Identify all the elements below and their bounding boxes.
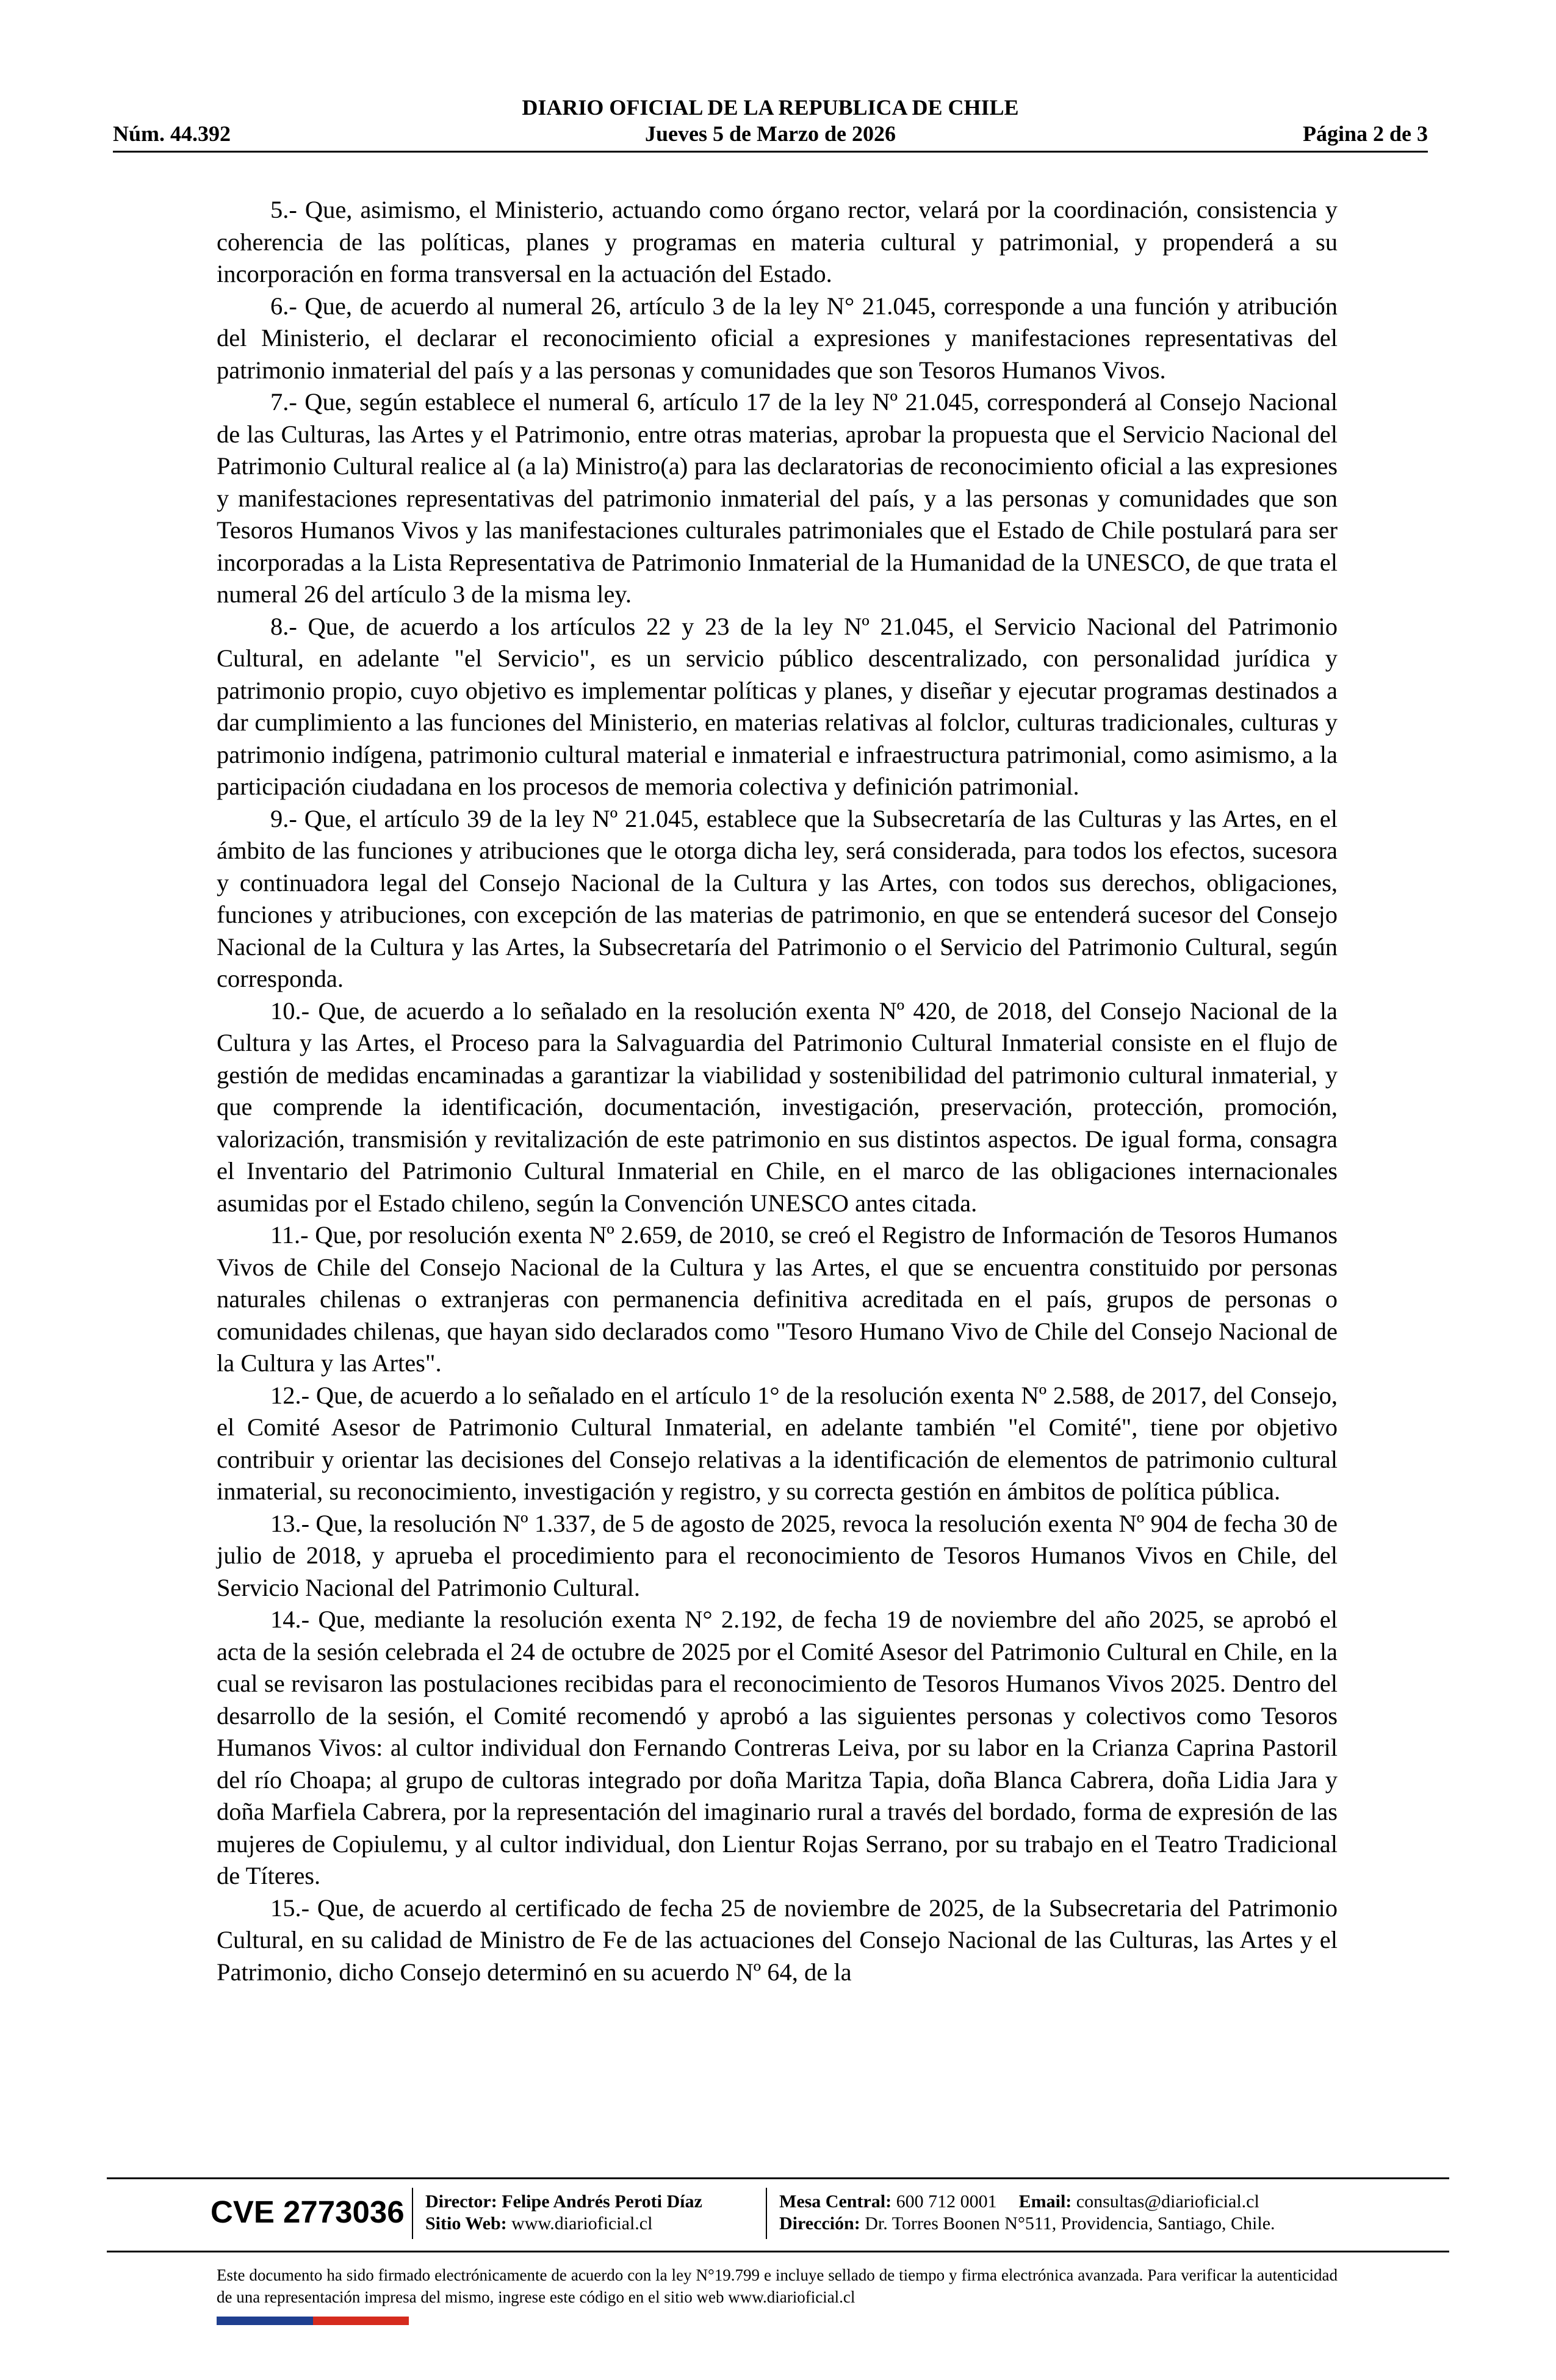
contact-info [779,2191,1275,2235]
document-body [217,194,1338,1988]
paragraph-14: 14.- Que, mediante la resolución exenta N° 2.192, de fecha 19 de noviembre del año 2025, se aprobó el acta de la sesión celebrada el 24 de octubre de 2025 por el Comité Asesor del Patrimonio Cultural en Chile, en la cual se revisaron las postulaciones recibidas para el reconocimiento de Tesoros Humanos Vivos 2025. Dentro del desarrollo de la sesión, el Comité recomendó y aprobó a las siguientes personas y colectivos como Tesoros Humanos Vivos: al cultor individual don Fernando Contreras Leiva, por su labor en la Crianza Caprina Pastoril del río Choapa; al grupo de cultoras integrado por doña Maritza Tapia, doña Blanca Cabrera, doña Lidia Jara y doña Marfiela Cabrera, por la representación del imaginario rural a través del bordado, forma de expresión de las mujeres de Copiulemu, y al cultor individual, don Lientur Rojas Serrano, por su trabajo en el Teatro Tradicional de Títeres. [217,1606,1338,1889]
address-value: Dr. Torres Boonen N°511, Providencia, Santiago, Chile. [865,2213,1275,2234]
paragraph-12: 12.- Que, de acuerdo a lo señalado en el artículo 1° de la resolución exenta Nº 2.588, de 2017, del Consejo, el Comité Asesor de Patrimonio Cultural Inmaterial, en adelante también "el Comité", tiene por objetivo contribuir y orientar las decisiones del Consejo relativas a la identificación de elementos de patrimonio cultural inmaterial, su reconocimiento, investigación y registro, y su correcta gestión en ámbitos de política pública. [217,1381,1338,1505]
paragraph-9: 9.- Que, el artículo 39 de la ley Nº 21.045, establece que la Subsecretaría de las Culturas y las Artes, en el ámbito de las funciones y atribuciones que le otorga dicha ley, será considerada, para todos los efectos, sucesora y continuadora legal del Consejo Nacional de la Cultura y las Artes, con todos sus derechos, obligaciones, funciones y atribuciones, con excepción de las materias de patrimonio, en que se entenderá sucesor del Consejo Nacional de la Cultura y las Artes, la Subsecretaría del Patrimonio o el Servicio del Patrimonio Cultural, según corresponda. [217,804,1338,992]
footer-bottom-divider [107,2251,1449,2252]
page-header [113,95,1428,153]
address-label: Dirección: [779,2213,860,2234]
page-indicator: Página 2 de 3 [1302,121,1428,146]
cve-code: CVE 2773036 [211,2194,405,2229]
paragraph-7: 7.- Que, según establece el numeral 6, artículo 17 de la ley Nº 21.045, corresponderá al Consejo Nacional de las Culturas, las Artes y el Patrimonio, entre otras materias, aprobar la propuesta que el Servicio Nacional del Patrimonio Cultural realice al (a la) Ministro(a) para las declaratorias de reconocimiento oficial a las expresiones y manifestaciones representativas del patrimonio inmaterial del país, y a las personas y comunidades que son Tesoros Humanos Vivos y las manifestaciones culturales patrimoniales que el Estado de Chile postulará para ser incorporadas a la Lista Representativa de Patrimonio Inmaterial de la Humanidad de la UNESCO, de que trata el numeral 26 del artículo 3 de la misma ley. [217,388,1338,608]
director-info [425,2191,702,2235]
paragraph-6: 6.- Que, de acuerdo al numeral 26, artículo 3 de la ley N° 21.045, corresponde a una función y atribución del Ministerio, el declarar el reconocimiento oficial a expresiones y manifestaciones representativas del patrimonio inmaterial del país y a las personas y comunidades que son Tesoros Humanos Vivos. [217,292,1338,384]
footer-separator [766,2188,767,2239]
flag-red-segment [313,2317,409,2325]
paragraph-11: 11.- Que, por resolución exenta Nº 2.659, de 2010, se creó el Registro de Información de Tesoros Humanos Vivos de Chile del Consejo Nacional de la Cultura y las Artes, el que se encuentra constituido por personas naturales chilenas o extranjeras con permanencia definitiva acreditada en el país, grupos de personas o comunidades chilenas, que hayan sido declarados como "Tesoro Humano Vivo de Chile del Consejo Nacional de la Cultura y las Artes". [217,1221,1338,1377]
website-link[interactable]: www.diarioficial.cl [511,2213,653,2234]
phone-value: 600 712 0001 [896,2191,997,2212]
paragraph-5: 5.- Que, asimismo, el Ministerio, actuando como órgano rector, velará por la coordinación, consistencia y coherencia de las políticas, planes y programas en materia cultural y patrimonial, y propenderá a su incorporación en forma transversal en la actuación del Estado. [217,196,1338,287]
footer-top-divider [107,2177,1449,2179]
flag-stripe [217,2317,409,2325]
electronic-signature-note: Este documento ha sido firmado electrónicamente de acuerdo con la ley N°19.799 e incluye sellado de tiempo y firma electrónica avanzada. Para verificar la autenticidad de una representación impresa del mismo, ingrese este código en el sitio web www.diarioficial.cl [217,2266,1338,2306]
footer-separator [412,2188,413,2239]
website-label: Sitio Web: [425,2213,507,2234]
issue-date: Jueves 5 de Marzo de 2026 [645,121,896,146]
director-name: Felipe Andrés Peroti Díaz [502,2191,702,2212]
email-link[interactable]: consultas@diarioficial.cl [1076,2191,1259,2212]
paragraph-8: 8.- Que, de acuerdo a los artículos 22 y 23 de la ley Nº 21.045, el Servicio Nacional del Patrimonio Cultural, en adelante "el Servicio", es un servicio público descentralizado, con personalidad jurídica y patrimonio propio, cuyo objetivo es implementar políticas y planes, y diseñar y ejecutar programas destinados a dar cumplimiento a las funciones del Ministerio, en materias relativas al folclor, culturas tradicionales, culturas y patrimonio indígena, patrimonio cultural material e inmaterial e infraestructura patrimonial, como asimismo, a la participación ciudadana en los procesos de memoria colectiva y definición patrimonial. [217,612,1338,800]
email-label: Email: [1018,2191,1072,2212]
phone-label: Mesa Central: [779,2191,892,2212]
director-label: Director: [425,2191,497,2212]
issue-number: Núm. 44.392 [113,121,231,146]
newspaper-title: DIARIO OFICIAL DE LA REPUBLICA DE CHILE [522,95,1019,120]
flag-blue-segment [217,2317,313,2325]
paragraph-13: 13.- Que, la resolución Nº 1.337, de 5 de agosto de 2025, revoca la resolución exenta Nº 904 de fecha 30 de julio de 2018, y aprueba el procedimiento para el reconocimiento de Tesoros Humanos Vivos en Chile, del Servicio Nacional del Patrimonio Cultural. [217,1509,1338,1601]
paragraph-15: 15.- Que, de acuerdo al certificado de fecha 25 de noviembre de 2025, de la Subsecretaria del Patrimonio Cultural, en su calidad de Ministro de Fe de las actuaciones del Consejo Nacional de las Culturas, las Artes y el Patrimonio, dicho Consejo determinó en su acuerdo Nº 64, de la [217,1894,1338,1986]
paragraph-10: 10.- Que, de acuerdo a lo señalado en la resolución exenta Nº 420, de 2018, del Consejo Nacional de la Cultura y las Artes, el Proceso para la Salvaguardia del Patrimonio Cultural Inmaterial consiste en el flujo de gestión de medidas encaminadas a garantizar la viabilidad y sostenibilidad del patrimonio cultural inmaterial, y que comprende la identificación, documentación, investigación, preservación, protección, promoción, valorización, transmisión y revitalización de este patrimonio en sus distintos aspectos. De igual forma, consagra el Inventario del Patrimonio Cultural Inmaterial en Chile, en el marco de las obligaciones internacionales asumidas por el Estado chileno, según la Convención UNESCO antes citada. [217,997,1338,1217]
header-info-row [113,121,1428,146]
